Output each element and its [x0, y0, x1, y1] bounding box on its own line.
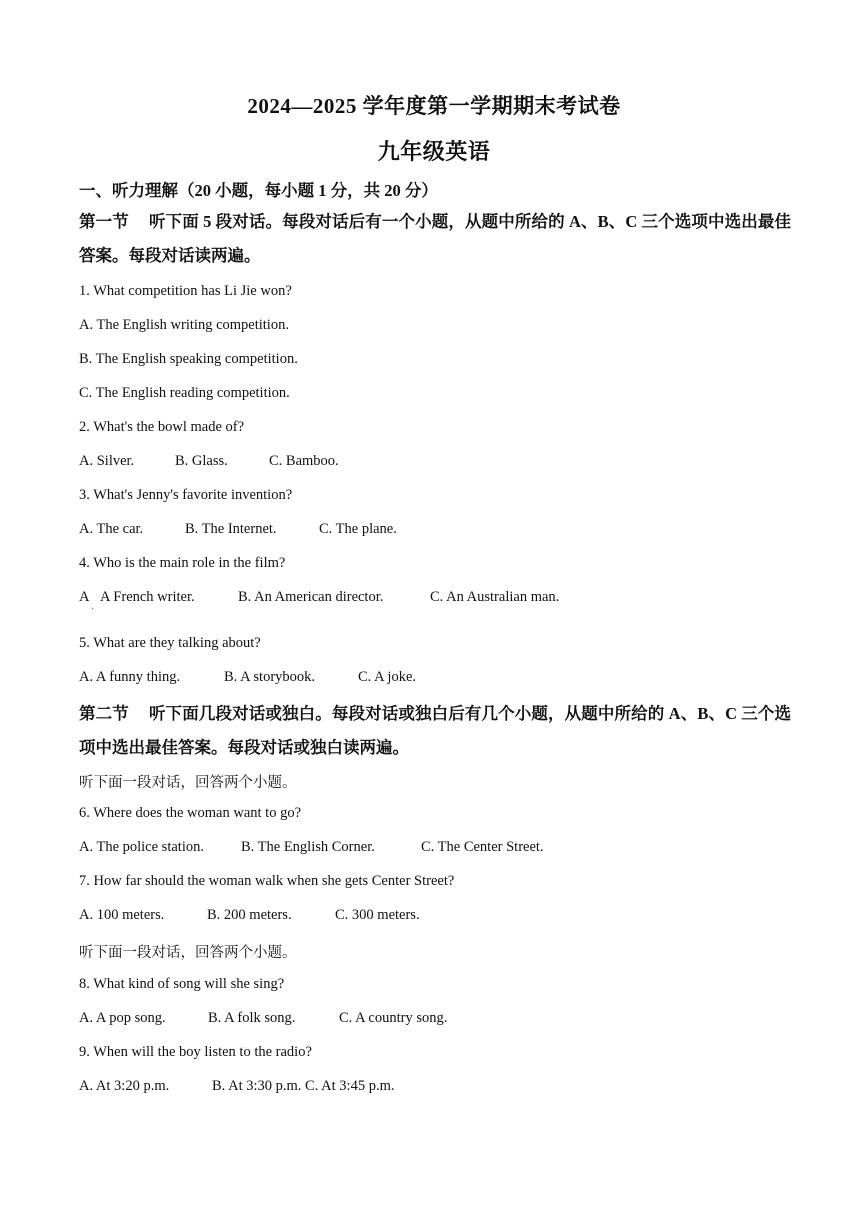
dialogue-prompt-1: 听下面一段对话，回答两个小题。 — [79, 775, 297, 791]
section2-instruction — [79, 697, 791, 765]
question-8-stem: 8. What kind of song will she sing? — [79, 976, 285, 992]
question-1-stem: 1. What competition has Li Jie won? — [79, 283, 292, 299]
question-1-option-a: A. The English writing competition. — [79, 317, 289, 333]
question-5-option-c: C. A joke. — [358, 669, 417, 685]
section1-label: 第一节 — [79, 212, 129, 231]
question-3-option-a: A. The car. — [79, 521, 144, 537]
question-4-stem: 4. Who is the main role in the film? — [79, 555, 286, 571]
dialogue-prompt-2: 听下面一段对话，回答两个小题。 — [79, 945, 297, 961]
question-2-option-a: A. Silver. — [79, 453, 135, 469]
question-9-stem: 9. When will the boy listen to the radio? — [79, 1044, 312, 1060]
question-1-option-c: C. The English reading competition. — [79, 385, 290, 401]
question-5-option-a: A. A funny thing. — [79, 669, 181, 685]
question-3-option-b: B. The Internet. — [185, 521, 277, 537]
part1-heading: 一、听力理解（20 小题，每小题 1 分，共 20 分） — [79, 181, 438, 200]
question-2-options — [79, 453, 339, 470]
question-4-option-c: C. An Australian man. — [430, 589, 560, 605]
question-9-option-a: A. At 3:20 p.m. — [79, 1078, 170, 1094]
question-4-option-b: B. An American director. — [238, 589, 384, 605]
question-2-option-c: C. Bamboo. — [269, 453, 339, 469]
question-9-options — [79, 1078, 394, 1095]
question-8-option-c: C. A country song. — [339, 1010, 448, 1026]
exam-title: 2024—2025 学年度第一学期期末考试卷 — [247, 94, 621, 118]
question-7-stem: 7. How far should the woman walk when she gets Center Street? — [79, 873, 455, 889]
section1-instruction — [79, 205, 791, 273]
question-9-option-b-c: B. At 3:30 p.m. C. At 3:45 p.m. — [212, 1078, 395, 1094]
question-4-option-a-letter: A — [79, 589, 90, 605]
question-6-option-b: B. The English Corner. — [241, 839, 375, 855]
section1-text: 听下面 5 段对话。每段对话后有一个小题，从题中所给的 A、B、C 三个选项中选出最佳答案。每段对话读两遍。 — [79, 212, 791, 265]
question-3-stem: 3. What's Jenny's favorite invention? — [79, 487, 293, 503]
question-8-option-b: B. A folk song. — [208, 1010, 296, 1026]
question-7-option-b: B. 200 meters. — [207, 907, 292, 923]
question-5-option-b: B. A storybook. — [224, 669, 316, 685]
question-5-stem: 5. What are they talking about? — [79, 635, 261, 651]
stray-dot: · — [91, 604, 95, 615]
question-7-option-a: A. 100 meters. — [79, 907, 165, 923]
section2-label: 第二节 — [79, 704, 129, 723]
question-7-option-c: C. 300 meters. — [335, 907, 420, 923]
question-7-options — [79, 907, 420, 924]
question-4-option-a: A French writer. — [100, 589, 195, 605]
question-6-stem: 6. Where does the woman want to go? — [79, 805, 302, 821]
question-2-option-b: B. Glass. — [175, 453, 228, 469]
question-1-option-b: B. The English speaking competition. — [79, 351, 298, 367]
question-4-options — [79, 589, 559, 606]
question-8-option-a: A. A pop song. — [79, 1010, 166, 1026]
section2-text: 听下面几段对话或独白。每段对话或独白后有几个小题，从题中所给的 A、B、C 三个选项中选出最佳答案。每段对话或独白读两遍。 — [79, 704, 792, 757]
question-3-option-c: C. The plane. — [319, 521, 397, 537]
question-6-option-c: C. The Center Street. — [421, 839, 544, 855]
question-6-option-a: A. The police station. — [79, 839, 204, 855]
question-3-options — [79, 521, 397, 538]
question-2-stem: 2. What's the bowl made of? — [79, 419, 245, 435]
question-8-options — [79, 1010, 447, 1027]
exam-subtitle: 九年级英语 — [377, 139, 491, 164]
question-5-options — [79, 669, 416, 686]
question-6-options — [79, 839, 544, 856]
